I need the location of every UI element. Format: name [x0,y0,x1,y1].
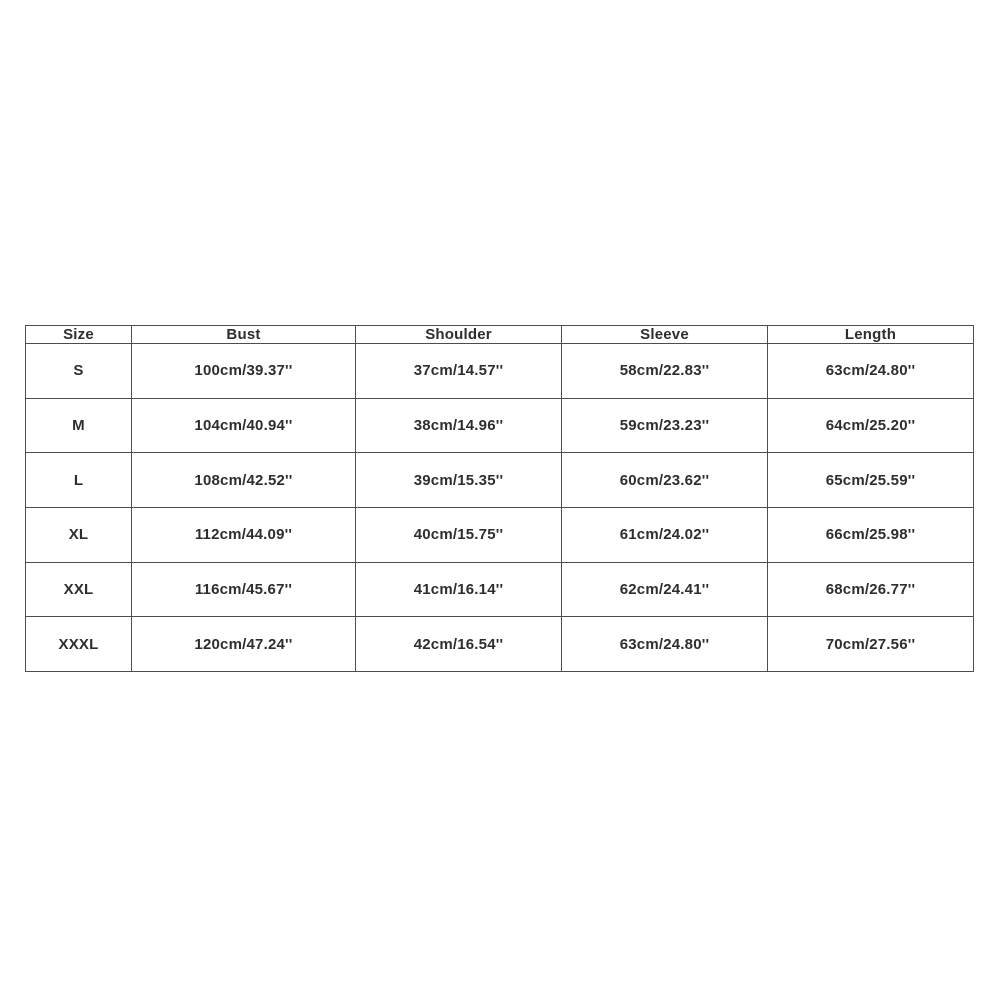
cell-shoulder: 42cm/16.54'' [356,617,562,672]
cell-bust: 120cm/47.24'' [132,617,356,672]
cell-sleeve: 61cm/24.02'' [562,507,768,562]
cell-bust: 116cm/45.67'' [132,562,356,617]
table-row-xl [26,507,974,562]
cell-shoulder: 40cm/15.75'' [356,507,562,562]
table-row-xxxl [26,617,974,672]
cell-size: XL [26,507,132,562]
cell-sleeve: 58cm/22.83'' [562,344,768,399]
cell-length: 64cm/25.20'' [768,398,974,453]
cell-shoulder: 39cm/15.35'' [356,453,562,508]
cell-shoulder: 37cm/14.57'' [356,344,562,399]
cell-length: 70cm/27.56'' [768,617,974,672]
cell-size: XXL [26,562,132,617]
table-row-s [26,344,974,399]
cell-length: 68cm/26.77'' [768,562,974,617]
header-cell-sleeve: Sleeve [562,326,768,344]
cell-shoulder: 38cm/14.96'' [356,398,562,453]
cell-sleeve: 59cm/23.23'' [562,398,768,453]
header-cell-size: Size [26,326,132,344]
header-cell-length: Length [768,326,974,344]
cell-size: S [26,344,132,399]
cell-length: 63cm/24.80'' [768,344,974,399]
cell-bust: 112cm/44.09'' [132,507,356,562]
cell-bust: 104cm/40.94'' [132,398,356,453]
cell-size: XXXL [26,617,132,672]
table-row-l [26,453,974,508]
cell-sleeve: 60cm/23.62'' [562,453,768,508]
header-cell-bust: Bust [132,326,356,344]
cell-bust: 108cm/42.52'' [132,453,356,508]
cell-size: L [26,453,132,508]
table-row-m [26,398,974,453]
size-chart-table [25,325,974,672]
cell-sleeve: 63cm/24.80'' [562,617,768,672]
cell-length: 65cm/25.59'' [768,453,974,508]
cell-size: M [26,398,132,453]
cell-bust: 100cm/39.37'' [132,344,356,399]
header-row [26,326,974,344]
header-cell-shoulder: Shoulder [356,326,562,344]
table-row-xxl [26,562,974,617]
cell-length: 66cm/25.98'' [768,507,974,562]
cell-shoulder: 41cm/16.14'' [356,562,562,617]
cell-sleeve: 62cm/24.41'' [562,562,768,617]
